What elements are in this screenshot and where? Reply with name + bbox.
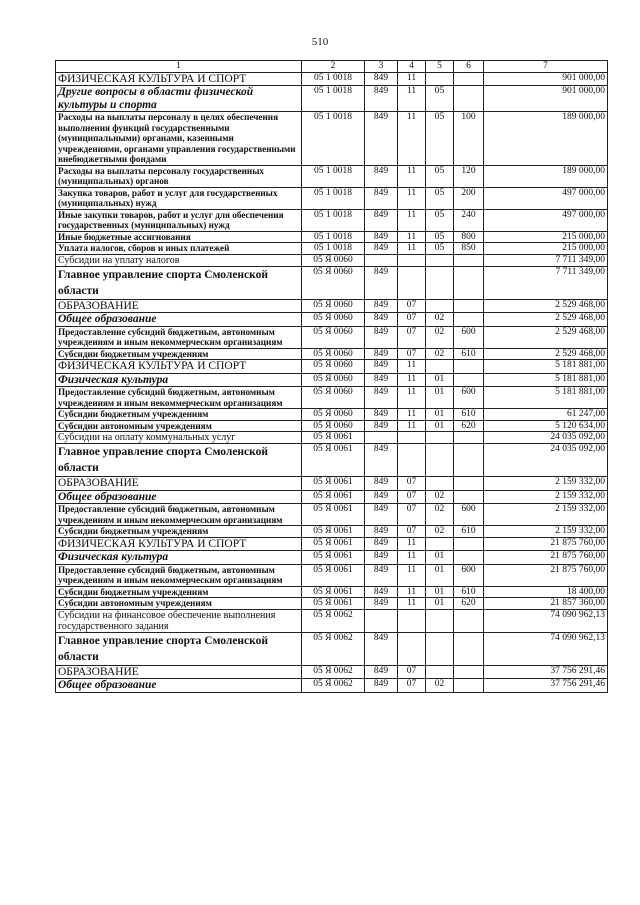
column-number: 2 [302, 61, 365, 73]
expense-type-code [454, 432, 484, 444]
amount: 2 159 332,00 [484, 490, 608, 504]
amount: 215 000,00 [484, 243, 608, 255]
target-code: 05 1 0018 [302, 231, 365, 243]
table-row [56, 387, 608, 409]
subsection-code: 01 [426, 564, 454, 586]
target-code: 05 Я 0060 [302, 254, 365, 266]
row-name: Общее образование [56, 679, 302, 693]
table-row [56, 490, 608, 504]
row-name: Расходы на выплаты персоналу в целях обеспечения выполнения функций государственными (муниципальными) органами, казенными учреждениями, органами управления государственными внебюджетными фондами [56, 112, 302, 166]
subsection-code [426, 72, 454, 86]
row-name: Другие вопросы в области физической культуры и спорта [56, 86, 302, 112]
table-row [56, 165, 608, 187]
section-code: 11 [398, 72, 426, 86]
table-row [56, 526, 608, 538]
row-name: Предоставление субсидий бюджетным, автономным учреждениям и иным некоммерческим организациям [56, 326, 302, 348]
target-code: 05 Я 0060 [302, 313, 365, 327]
table-row [56, 72, 608, 86]
table-row [56, 586, 608, 598]
subsection-code: 02 [426, 326, 454, 348]
row-name: Главное управление спорта Смоленской области [56, 266, 302, 299]
grbs-code: 849 [365, 231, 398, 243]
section-code: 11 [398, 231, 426, 243]
table-row [56, 209, 608, 231]
expense-type-code [454, 609, 484, 632]
expense-type-code: 850 [454, 243, 484, 255]
grbs-code: 849 [365, 586, 398, 598]
expense-type-code [454, 537, 484, 551]
subsection-code: 02 [426, 313, 454, 327]
subsection-code [426, 266, 454, 299]
target-code: 05 Я 0062 [302, 665, 365, 679]
table-row [56, 432, 608, 444]
amount: 7 711 349,00 [484, 254, 608, 266]
amount: 901 000,00 [484, 72, 608, 86]
target-code: 05 Я 0061 [302, 504, 365, 526]
amount: 24 035 092,00 [484, 432, 608, 444]
grbs-code: 849 [365, 409, 398, 421]
table-row [56, 360, 608, 374]
expense-type-code [454, 313, 484, 327]
section-code: 07 [398, 679, 426, 693]
table-row [56, 187, 608, 209]
target-code: 05 Я 0061 [302, 564, 365, 586]
section-code: 11 [398, 409, 426, 421]
grbs-code: 849 [365, 243, 398, 255]
subsection-code [426, 537, 454, 551]
amount: 37 756 291,46 [484, 679, 608, 693]
subsection-code: 01 [426, 409, 454, 421]
expense-type-code: 120 [454, 165, 484, 187]
grbs-code: 849 [365, 209, 398, 231]
row-name: Иные бюджетные ассигнования [56, 231, 302, 243]
amount: 2 529 468,00 [484, 313, 608, 327]
target-code: 05 1 0018 [302, 112, 365, 166]
target-code: 05 Я 0060 [302, 360, 365, 374]
subsection-code: 05 [426, 187, 454, 209]
row-name: Общее образование [56, 490, 302, 504]
section-code [398, 609, 426, 632]
section-code: 11 [398, 551, 426, 565]
subsection-code: 05 [426, 209, 454, 231]
row-name: Уплата налогов, сборов и иных платежей [56, 243, 302, 255]
grbs-code: 849 [365, 165, 398, 187]
row-name: Физическая культура [56, 551, 302, 565]
section-code: 07 [398, 326, 426, 348]
amount: 2 159 332,00 [484, 504, 608, 526]
row-name: ОБРАЗОВАНИЕ [56, 477, 302, 491]
column-number-row [56, 61, 608, 73]
amount: 2 529 468,00 [484, 326, 608, 348]
amount: 2 159 332,00 [484, 477, 608, 491]
column-number: 6 [454, 61, 484, 73]
expense-type-code: 240 [454, 209, 484, 231]
table-row [56, 409, 608, 421]
section-code: 11 [398, 86, 426, 112]
column-number: 7 [484, 61, 608, 73]
grbs-code: 849 [365, 444, 398, 477]
amount: 5 181 881,00 [484, 360, 608, 374]
amount: 5 181 881,00 [484, 387, 608, 409]
expense-type-code [454, 266, 484, 299]
section-code: 11 [398, 243, 426, 255]
target-code: 05 1 0018 [302, 165, 365, 187]
grbs-code [365, 432, 398, 444]
subsection-code [426, 444, 454, 477]
row-name: Субсидии бюджетным учреждениям [56, 526, 302, 538]
subsection-code: 05 [426, 112, 454, 166]
amount: 5 181 881,00 [484, 373, 608, 387]
amount: 189 000,00 [484, 165, 608, 187]
section-code: 11 [398, 209, 426, 231]
column-number: 4 [398, 61, 426, 73]
target-code: 05 Я 0060 [302, 409, 365, 421]
grbs-code: 849 [365, 360, 398, 374]
amount: 2 159 332,00 [484, 526, 608, 538]
row-name: ОБРАЗОВАНИЕ [56, 299, 302, 313]
subsection-code: 01 [426, 551, 454, 565]
table-row [56, 598, 608, 610]
subsection-code [426, 360, 454, 374]
table-row [56, 299, 608, 313]
table-row [56, 254, 608, 266]
grbs-code: 849 [365, 537, 398, 551]
table-row [56, 551, 608, 565]
expense-type-code [454, 86, 484, 112]
expense-type-code [454, 490, 484, 504]
row-name: Субсидии на оплату коммунальных услуг [56, 432, 302, 444]
section-code: 07 [398, 313, 426, 327]
target-code: 05 Я 0060 [302, 348, 365, 360]
row-name: Главное управление спорта Смоленской области [56, 444, 302, 477]
amount: 37 756 291,46 [484, 665, 608, 679]
section-code [398, 432, 426, 444]
row-name: Субсидии бюджетным учреждениям [56, 586, 302, 598]
amount: 189 000,00 [484, 112, 608, 166]
section-code: 11 [398, 187, 426, 209]
table-row [56, 313, 608, 327]
row-name: Субсидии бюджетным учреждениям [56, 348, 302, 360]
target-code: 05 Я 0062 [302, 609, 365, 632]
grbs-code: 849 [365, 665, 398, 679]
subsection-code: 05 [426, 243, 454, 255]
section-code: 11 [398, 112, 426, 166]
row-name: Субсидии автономным учреждениям [56, 598, 302, 610]
expense-type-code [454, 551, 484, 565]
target-code: 05 Я 0060 [302, 373, 365, 387]
table-row [56, 231, 608, 243]
expense-type-code: 100 [454, 112, 484, 166]
expense-type-code [454, 299, 484, 313]
subsection-code: 01 [426, 586, 454, 598]
amount: 21 875 760,00 [484, 564, 608, 586]
section-code: 07 [398, 665, 426, 679]
section-code: 07 [398, 477, 426, 491]
grbs-code [365, 254, 398, 266]
section-code [398, 632, 426, 665]
section-code: 11 [398, 564, 426, 586]
row-name: Закупка товаров, работ и услуг для государственных (муниципальных) нужд [56, 187, 302, 209]
expense-type-code: 600 [454, 564, 484, 586]
expense-type-code [454, 254, 484, 266]
expense-type-code: 200 [454, 187, 484, 209]
section-code: 11 [398, 373, 426, 387]
grbs-code: 849 [365, 551, 398, 565]
subsection-code: 05 [426, 165, 454, 187]
expense-type-code [454, 477, 484, 491]
amount: 7 711 349,00 [484, 266, 608, 299]
section-code: 11 [398, 598, 426, 610]
subsection-code: 02 [426, 490, 454, 504]
target-code: 05 1 0018 [302, 209, 365, 231]
subsection-code: 05 [426, 231, 454, 243]
grbs-code [365, 609, 398, 632]
section-code [398, 254, 426, 266]
target-code: 05 1 0018 [302, 72, 365, 86]
grbs-code: 849 [365, 679, 398, 693]
expense-type-code [454, 360, 484, 374]
section-code: 07 [398, 490, 426, 504]
subsection-code [426, 477, 454, 491]
table-row [56, 537, 608, 551]
table-row [56, 348, 608, 360]
subsection-code [426, 299, 454, 313]
row-name: Иные закупки товаров, работ и услуг для обеспечения государственных (муниципальных) нужд [56, 209, 302, 231]
table-row [56, 326, 608, 348]
subsection-code: 02 [426, 348, 454, 360]
expense-type-code: 600 [454, 326, 484, 348]
section-code: 11 [398, 537, 426, 551]
row-name: ФИЗИЧЕСКАЯ КУЛЬТУРА И СПОРТ [56, 537, 302, 551]
table-row [56, 504, 608, 526]
target-code: 05 Я 0061 [302, 598, 365, 610]
target-code: 05 Я 0060 [302, 387, 365, 409]
row-name: ФИЗИЧЕСКАЯ КУЛЬТУРА И СПОРТ [56, 72, 302, 86]
grbs-code: 849 [365, 373, 398, 387]
section-code: 07 [398, 526, 426, 538]
subsection-code: 01 [426, 387, 454, 409]
expense-type-code: 610 [454, 526, 484, 538]
column-number: 5 [426, 61, 454, 73]
table-row [56, 266, 608, 299]
grbs-code: 849 [365, 564, 398, 586]
amount: 21 875 760,00 [484, 537, 608, 551]
section-code [398, 266, 426, 299]
section-code: 11 [398, 387, 426, 409]
subsection-code [426, 609, 454, 632]
table-row [56, 112, 608, 166]
expense-type-code: 620 [454, 420, 484, 432]
section-code: 07 [398, 348, 426, 360]
amount: 2 529 468,00 [484, 299, 608, 313]
row-name: Главное управление спорта Смоленской области [56, 632, 302, 665]
row-name: Субсидии автономным учреждениям [56, 420, 302, 432]
target-code: 05 Я 0060 [302, 266, 365, 299]
expense-type-code [454, 665, 484, 679]
expense-type-code: 610 [454, 586, 484, 598]
expense-type-code: 610 [454, 409, 484, 421]
target-code: 05 Я 0061 [302, 490, 365, 504]
expense-type-code: 610 [454, 348, 484, 360]
target-code: 05 1 0018 [302, 187, 365, 209]
amount: 21 857 360,00 [484, 598, 608, 610]
grbs-code: 849 [365, 313, 398, 327]
expense-type-code: 800 [454, 231, 484, 243]
amount: 497 000,00 [484, 187, 608, 209]
page-number: 510 [311, 36, 329, 48]
grbs-code: 849 [365, 326, 398, 348]
row-name: Субсидии бюджетным учреждениям [56, 409, 302, 421]
subsection-code [426, 254, 454, 266]
amount: 18 400,00 [484, 586, 608, 598]
table-row [56, 564, 608, 586]
grbs-code: 849 [365, 266, 398, 299]
row-name: Предоставление субсидий бюджетным, автономным учреждениям и иным некоммерческим организациям [56, 387, 302, 409]
amount: 215 000,00 [484, 231, 608, 243]
subsection-code [426, 632, 454, 665]
amount: 74 090 962,13 [484, 609, 608, 632]
row-name: ФИЗИЧЕСКАЯ КУЛЬТУРА И СПОРТ [56, 360, 302, 374]
row-name: Предоставление субсидий бюджетным, автономным учреждениям и иным некоммерческим организациям [56, 564, 302, 586]
grbs-code: 849 [365, 348, 398, 360]
target-code: 05 Я 0061 [302, 444, 365, 477]
grbs-code: 849 [365, 187, 398, 209]
target-code: 05 Я 0060 [302, 326, 365, 348]
column-number: 3 [365, 61, 398, 73]
amount: 497 000,00 [484, 209, 608, 231]
amount: 2 529 468,00 [484, 348, 608, 360]
subsection-code: 02 [426, 504, 454, 526]
table-row [56, 420, 608, 432]
table-row [56, 679, 608, 693]
subsection-code: 01 [426, 420, 454, 432]
amount: 24 035 092,00 [484, 444, 608, 477]
row-name: Общее образование [56, 313, 302, 327]
expense-type-code [454, 72, 484, 86]
target-code: 05 Я 0062 [302, 679, 365, 693]
table-row [56, 477, 608, 491]
grbs-code: 849 [365, 526, 398, 538]
section-code: 11 [398, 360, 426, 374]
table-row [56, 444, 608, 477]
target-code: 05 1 0018 [302, 86, 365, 112]
grbs-code: 849 [365, 387, 398, 409]
subsection-code [426, 432, 454, 444]
target-code: 05 Я 0060 [302, 420, 365, 432]
grbs-code: 849 [365, 504, 398, 526]
subsection-code: 01 [426, 373, 454, 387]
target-code: 05 Я 0061 [302, 551, 365, 565]
target-code: 05 Я 0061 [302, 477, 365, 491]
section-code: 11 [398, 420, 426, 432]
table-row [56, 665, 608, 679]
row-name: Субсидии на уплату налогов [56, 254, 302, 266]
target-code: 05 Я 0061 [302, 537, 365, 551]
target-code: 05 Я 0061 [302, 526, 365, 538]
amount: 74 090 962,13 [484, 632, 608, 665]
expense-type-code: 600 [454, 504, 484, 526]
expense-type-code: 620 [454, 598, 484, 610]
grbs-code: 849 [365, 112, 398, 166]
table-row [56, 86, 608, 112]
target-code: 05 Я 0060 [302, 299, 365, 313]
row-name: ОБРАЗОВАНИЕ [56, 665, 302, 679]
table-row [56, 609, 608, 632]
grbs-code: 849 [365, 299, 398, 313]
section-code: 07 [398, 299, 426, 313]
expense-type-code [454, 632, 484, 665]
expense-type-code: 600 [454, 387, 484, 409]
subsection-code: 02 [426, 526, 454, 538]
target-code: 05 1 0018 [302, 243, 365, 255]
amount: 5 120 634,00 [484, 420, 608, 432]
row-name: Физическая культура [56, 373, 302, 387]
target-code: 05 Я 0062 [302, 632, 365, 665]
expense-type-code [454, 679, 484, 693]
subsection-code: 02 [426, 679, 454, 693]
table-row [56, 373, 608, 387]
column-number: 1 [56, 61, 302, 73]
expense-type-code [454, 444, 484, 477]
grbs-code: 849 [365, 420, 398, 432]
grbs-code: 849 [365, 72, 398, 86]
subsection-code [426, 665, 454, 679]
row-name: Предоставление субсидий бюджетным, автономным учреждениям и иным некоммерческим организациям [56, 504, 302, 526]
amount: 901 000,00 [484, 86, 608, 112]
section-code: 11 [398, 165, 426, 187]
target-code: 05 Я 0061 [302, 586, 365, 598]
row-name: Субсидии на финансовое обеспечение выполнения государственного задания [56, 609, 302, 632]
expense-type-code [454, 373, 484, 387]
section-code: 11 [398, 586, 426, 598]
section-code [398, 444, 426, 477]
grbs-code: 849 [365, 632, 398, 665]
table-row [56, 632, 608, 665]
target-code: 05 Я 0061 [302, 432, 365, 444]
subsection-code: 05 [426, 86, 454, 112]
table-row [56, 243, 608, 255]
grbs-code: 849 [365, 477, 398, 491]
amount: 21 875 760,00 [484, 551, 608, 565]
grbs-code: 849 [365, 598, 398, 610]
section-code: 07 [398, 504, 426, 526]
grbs-code: 849 [365, 490, 398, 504]
budget-table [55, 60, 608, 693]
row-name: Расходы на выплаты персоналу государственных (муниципальных) органов [56, 165, 302, 187]
grbs-code: 849 [365, 86, 398, 112]
subsection-code: 01 [426, 598, 454, 610]
amount: 61 247,00 [484, 409, 608, 421]
